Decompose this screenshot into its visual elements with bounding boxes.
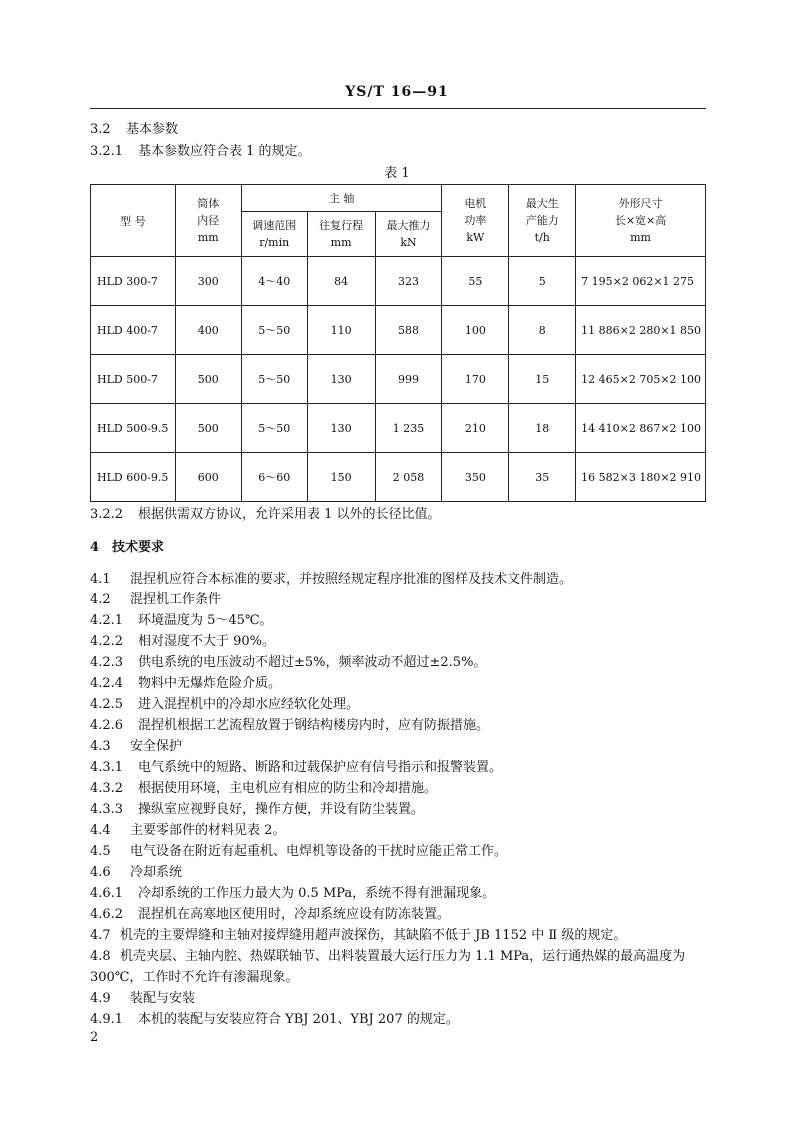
- col-header-model: 型 号: [91, 185, 176, 257]
- parameter-table: [90, 184, 706, 502]
- clause: 4.4 主要零部件的材料见表 2。: [90, 823, 286, 838]
- table-row: HLD 300-7 300 4～40 84 323 55 5 7 195×2 062×1 275: [91, 257, 706, 306]
- clause: 4.9.1 本机的装配与安装应符合 YBJ 201、YBJ 207 的规定。: [90, 1012, 459, 1027]
- section-4-heading: [90, 538, 164, 558]
- col-header-capacity: 最大生 产能力 t/h: [509, 185, 576, 257]
- section-title: 技术要求: [112, 540, 165, 555]
- clause: 4.2.1 环境温度为 5～45℃。: [90, 613, 273, 628]
- clause: 4.2.4 物料中无爆炸危险介质。: [90, 676, 282, 691]
- clause: 4.1 混捏机应符合本标准的要求，并按照经规定程序批准的图样及技术文件制造。: [90, 572, 573, 587]
- page-header: YS/T 16—91: [345, 84, 449, 100]
- col-header-main-axis: 主 轴: [241, 185, 442, 212]
- clause: 4.9 装配与安装: [90, 991, 196, 1006]
- clause: 4.2.6 混捏机根据工艺流程放置于钢结构楼房内时，应有防振措施。: [90, 718, 490, 733]
- section-3-2: [90, 120, 178, 140]
- clause: 4.2 混捏机工作条件: [90, 592, 222, 607]
- section-text: 基本参数应符合表 1 的规定。: [138, 144, 311, 159]
- clause: 4.3.3 操纵室应视野良好，操作方便，并设有防尘装置。: [90, 802, 425, 817]
- clause: 4.8 机壳夹层、主轴内腔、热媒联轴节、出料装置最大运行压力为 1.1 MPa，运行通热媒的最高温度为: [90, 949, 686, 964]
- clause-continuation: 300℃，工作时不允许有渗漏现象。: [90, 970, 299, 985]
- table-row: HLD 600-9.5 600 6～60 150 2 058 350 35 16 582×3 180×2 910: [91, 453, 706, 502]
- clause: 4.5 电气设备在附近有起重机、电焊机等设备的干扰时应能正常工作。: [90, 844, 508, 859]
- clause: 4.2.2 相对湿度不大于 90%。: [90, 634, 276, 649]
- section-3-2-2: [90, 505, 441, 525]
- section-number: 4: [90, 540, 100, 555]
- clause: 4.2.3 供电系统的电压波动不超过±5%，频率波动不超过±2.5%。: [90, 655, 487, 670]
- clause: 4.7 机壳的主要焊缝和主轴对接焊缝用超声波探伤，其缺陷不低于 JB 1152 中 Ⅱ 级的规定。: [90, 928, 627, 943]
- col-header-speed: 调速范围 r/min: [241, 212, 307, 257]
- page-number: 2: [90, 1030, 99, 1045]
- section-title: 基本参数: [126, 122, 179, 137]
- clause: 4.6 冷却系统: [90, 865, 183, 880]
- section-text: 根据供需双方协议，允许采用表 1 以外的长径比值。: [138, 507, 441, 522]
- section-number: 3.2.1: [90, 144, 124, 159]
- table-row: HLD 500-7 500 5～50 130 999 170 15 12 465×2 705×2 100: [91, 355, 706, 404]
- table-title: 表 1: [384, 166, 410, 181]
- col-header-thrust: 最大推力 kN: [375, 212, 442, 257]
- table-row: HLD 500-9.5 500 5～50 130 1 235 210 18 14 410×2 867×2 100: [91, 404, 706, 453]
- section-3-2-1: [90, 142, 311, 162]
- section-number: 3.2: [90, 122, 111, 137]
- clause: 4.2.5 进入混捏机中的冷却水应经软化处理。: [90, 697, 360, 712]
- col-header-diameter: 筒体 内径 mm: [175, 185, 241, 257]
- clause: 4.3.1 电气系统中的短路、断路和过载保护应有信号指示和报警装置。: [90, 760, 503, 775]
- col-header-power: 电机 功率 kW: [442, 185, 509, 257]
- col-header-stroke: 往复行程 mm: [307, 212, 375, 257]
- header-rule: [90, 108, 706, 109]
- section-number: 3.2.2: [90, 507, 124, 522]
- clause: 4.6.1 冷却系统的工作压力最大为 0.5 MPa，系统不得有泄漏现象。: [90, 886, 496, 901]
- table-row: HLD 400-7 400 5～50 110 588 100 8 11 886×2 280×1 850: [91, 306, 706, 355]
- clause: 4.3.2 根据使用环境，主电机应有相应的防尘和冷却措施。: [90, 781, 438, 796]
- clause: 4.3 安全保护: [90, 739, 183, 754]
- clause: 4.6.2 混捏机在高寒地区使用时，冷却系统应设有防冻装置。: [90, 907, 451, 922]
- col-header-size: 外形尺寸 长×宽×高 mm: [576, 185, 706, 257]
